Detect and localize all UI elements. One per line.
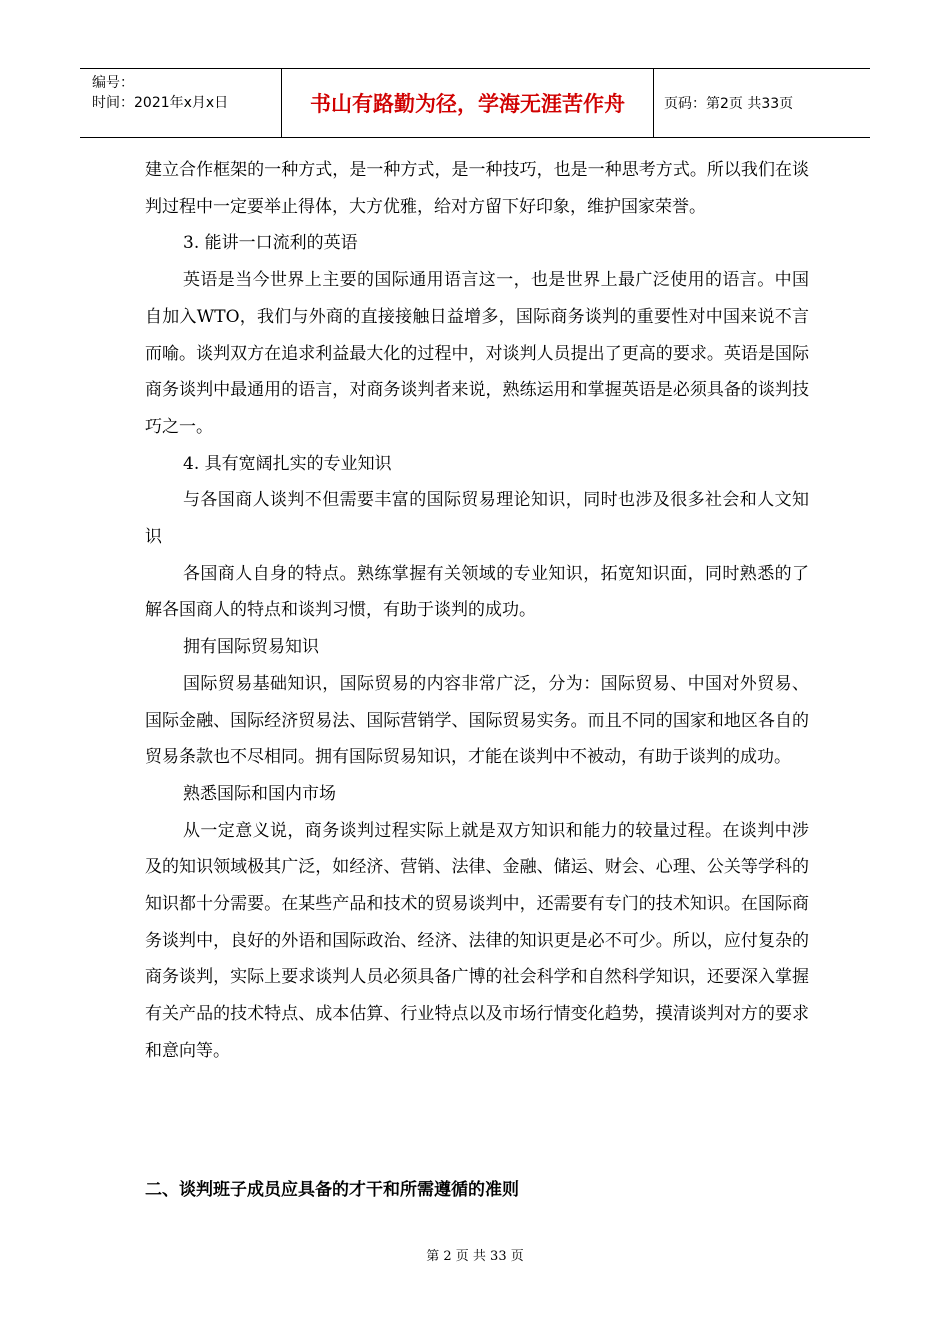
subheading-english: 3. 能讲一口流利的英语 (183, 233, 358, 254)
paragraph-knowledge-intro: 与各国商人谈判不但需要丰富的国际贸易理论知识，同时也涉及很多社会和人文知识 (145, 490, 809, 548)
paragraph-continued: 建立合作框架的一种方式，是一种方式，是一种技巧，也是一种思考方式。所以我们在谈判过程中一定要举止得体，大方优雅，给对方留下好印象，维护国家荣誉。 (145, 160, 809, 217)
paragraph-english: 英语是当今世界上主要的国际通用语言这一，也是世界上最广泛使用的语言。中国自加入WTO，我们与外商的直接接触日益增多，国际商务谈判的重要性对中国来说不言而喻。谈判双方在追求利益最大化的过程中，对谈判人员提出了更高的要求。英语是国际商务谈判中最通用的语言，对商务谈判者来说，熟练运用和掌握英语是必须具备的谈判技巧之一。 (145, 270, 809, 437)
document-body (145, 152, 809, 1070)
time-label: 时间：2021年x月x日 (92, 95, 229, 111)
number-label: 编号： (92, 75, 134, 91)
paragraph-trade: 国际贸易基础知识，国际贸易的内容非常广泛，分为：国际贸易、中国对外贸易、国际金融、国际经济贸易法、国际营销学、国际贸易实务。而且不同的国家和地区各自的贸易条款也不尽相同。拥有国际贸易知识，才能在谈判中不被动，有助于谈判的成功。 (145, 673, 809, 768)
paragraph-merchant-traits: 各国商人自身的特点。熟练掌握有关领域的专业知识，拓宽知识面，同时熟悉的了解各国商人的特点和谈判习惯，有助于谈判的成功。 (145, 563, 809, 621)
paragraph-markets: 从一定意义说，商务谈判过程实际上就是双方知识和能力的较量过程。在谈判中涉及的知识领域极其广泛，如经济、营销、法律、金融、储运、财会、心理、公关等学科的知识都十分需要。在某些产品和技术的贸易谈判中，还需要有专门的技术知识。在国际商务谈判中，良好的外语和国际政治、经济、法律的知识更是必不可少。所以，应付复杂的商务谈判，实际上要求谈判人员必须具备广博的社会科学和自然科学知识，还要深入掌握有关产品的技术特点、成本估算、行业特点以及市场行情变化趋势，摸清谈判对方的要求和意向等。 (145, 820, 809, 1061)
header-motto: 书山有路勤为径，学海无涯苦作舟 (282, 69, 654, 137)
page-header (80, 68, 870, 138)
header-meta (80, 69, 282, 137)
header-page-label: 页码：第2页 共33页 (664, 96, 794, 112)
subheading-markets: 熟悉国际和国内市场 (183, 783, 336, 804)
subheading-knowledge: 4. 具有宽阔扎实的专业知识 (183, 453, 392, 474)
subheading-trade: 拥有国际贸易知识 (183, 637, 319, 658)
page-footer: 第 2 页 共 33 页 (426, 1249, 524, 1264)
section-heading: 二、谈判班子成员应具备的才干和所需遵循的准则 (145, 1180, 519, 1200)
